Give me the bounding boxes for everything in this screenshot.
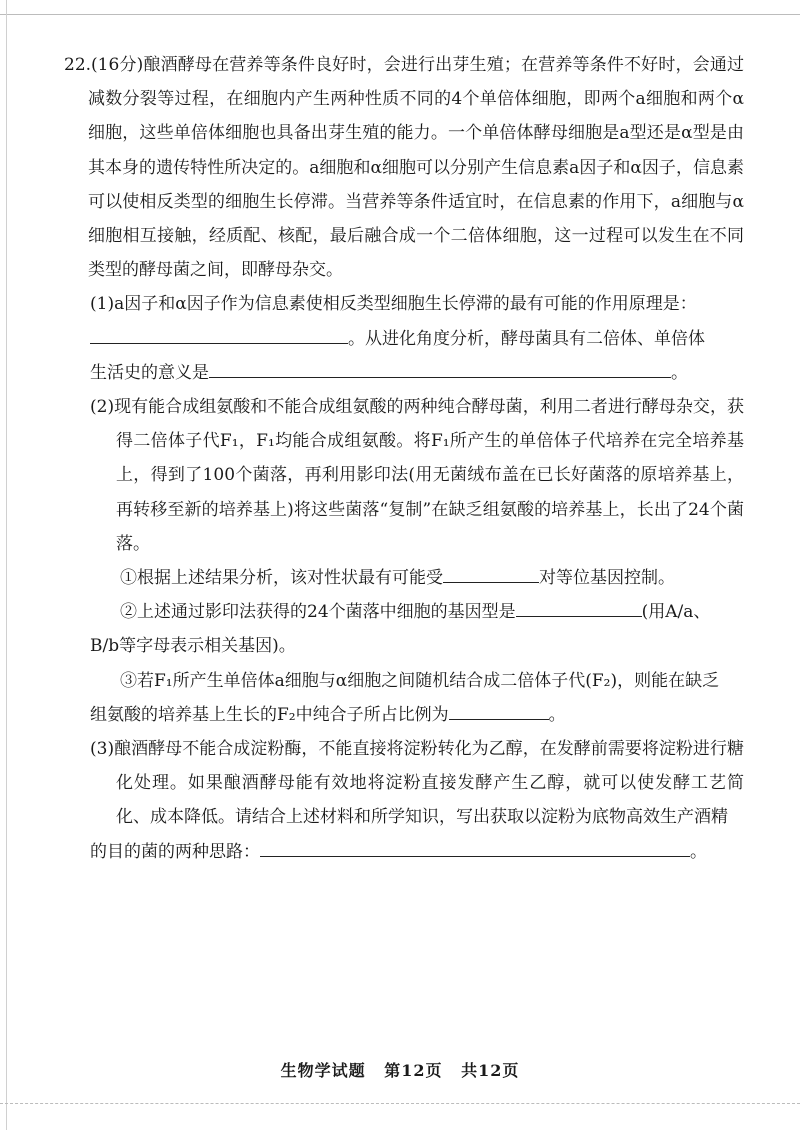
part-1-line-3: 生活史的意义是 。 xyxy=(64,356,744,390)
footer-total: 共12页 xyxy=(461,1061,520,1080)
part-3-text: (3)酿酒酵母不能合成淀粉酶，不能直接将淀粉转化为乙醇，在发酵前需要将淀粉进行糖化处理。如果酿酒酵母能有效地将淀粉直接发酵产生乙醇，就可以使发酵工艺简化、成本降低。请结合上述材料和所学知识，写出获取以淀粉为底物高效生产酒精 xyxy=(90,739,744,828)
scan-edge-bottom xyxy=(0,1103,800,1104)
scan-edge-top xyxy=(0,14,800,15)
answer-blank-1-2[interactable] xyxy=(209,360,671,378)
part-1-line-1: (1)a因子和α因子作为信息素使相反类型细胞生长停滞的最有可能的作用原理是： xyxy=(90,294,697,315)
part-2-q3-line-2: 组氨酸的培养基上生长的F₂中纯合子所占比例为 。 xyxy=(64,698,744,732)
answer-blank-2-1[interactable] xyxy=(443,565,539,583)
footer-subject: 生物学试题 xyxy=(280,1061,366,1080)
page-footer xyxy=(0,1058,800,1081)
part-3-last-line: 的目的菌的两种思路： 。 xyxy=(64,835,744,869)
footer-page: 第12页 xyxy=(384,1061,443,1080)
answer-blank-1-1[interactable] xyxy=(90,326,348,344)
question-score: (16分) xyxy=(91,55,144,75)
answer-blank-2-2[interactable] xyxy=(516,599,642,617)
part-2-q3: ③若F₁所产生单倍体a细胞与α细胞之间随机结合成二倍体子代(F₂)，则能在缺乏 xyxy=(120,670,720,691)
part-1-line-2: 。从进化角度分析，酵母菌具有二倍体、单倍体 xyxy=(64,322,744,356)
part-2-q2-line-2: B/b等字母表示相关基因)。 xyxy=(90,636,296,657)
question-number: 22. xyxy=(64,55,92,75)
part-2-q2: ②上述通过影印法获得的24个菌落中细胞的基因型是 (用A/a、 xyxy=(64,595,744,629)
answer-blank-2-3[interactable] xyxy=(449,702,549,720)
part-2-text: (2)现有能合成组氨酸和不能合成组氨酸的两种纯合酵母菌，利用二者进行酵母杂交，获得二倍体子代F₁，F₁均能合成组氨酸。将F₁所产生的单倍体子代培养在完全培养基上，得到了100个菌落，再利用影印法(用无菌绒布盖在已长好菌落的原培养基上，再转移至新的培养基上)将这些菌落“复制”在缺乏组氨酸的培养基上，长出了24个菌落。 xyxy=(90,397,745,554)
part-2-q1: ①根据上述结果分析，该对性状最有可能受 对等位基因控制。 xyxy=(64,561,744,595)
question-intro: 22.(16分)酿酒酵母在营养等条件良好时，会进行出芽生殖；在营养等条件不好时，会通过减数分裂等过程，在细胞内产生两种性质不同的4个单倍体细胞，即两个a细胞和两个α细胞，这些单倍体细胞也具备出芽生殖的能力。一个单倍体酵母细胞是a型还是α型是由其本身的遗传特性所决定的。a细胞和α细胞可以分别产生信息素a因子和α因子，信息素可以使相反类型的细胞生长停滞。当营养等条件适宜时，在信息素的作用下，a细胞与α细胞相互接触，经质配、核配，最后融合成一个二倍体细胞，这一过程可以发生在不同类型的酵母菌之间，即酵母杂交。 xyxy=(64,55,745,281)
scan-edge-left xyxy=(6,0,7,1130)
answer-blank-3-1[interactable] xyxy=(260,839,690,857)
question-22 xyxy=(64,48,744,869)
